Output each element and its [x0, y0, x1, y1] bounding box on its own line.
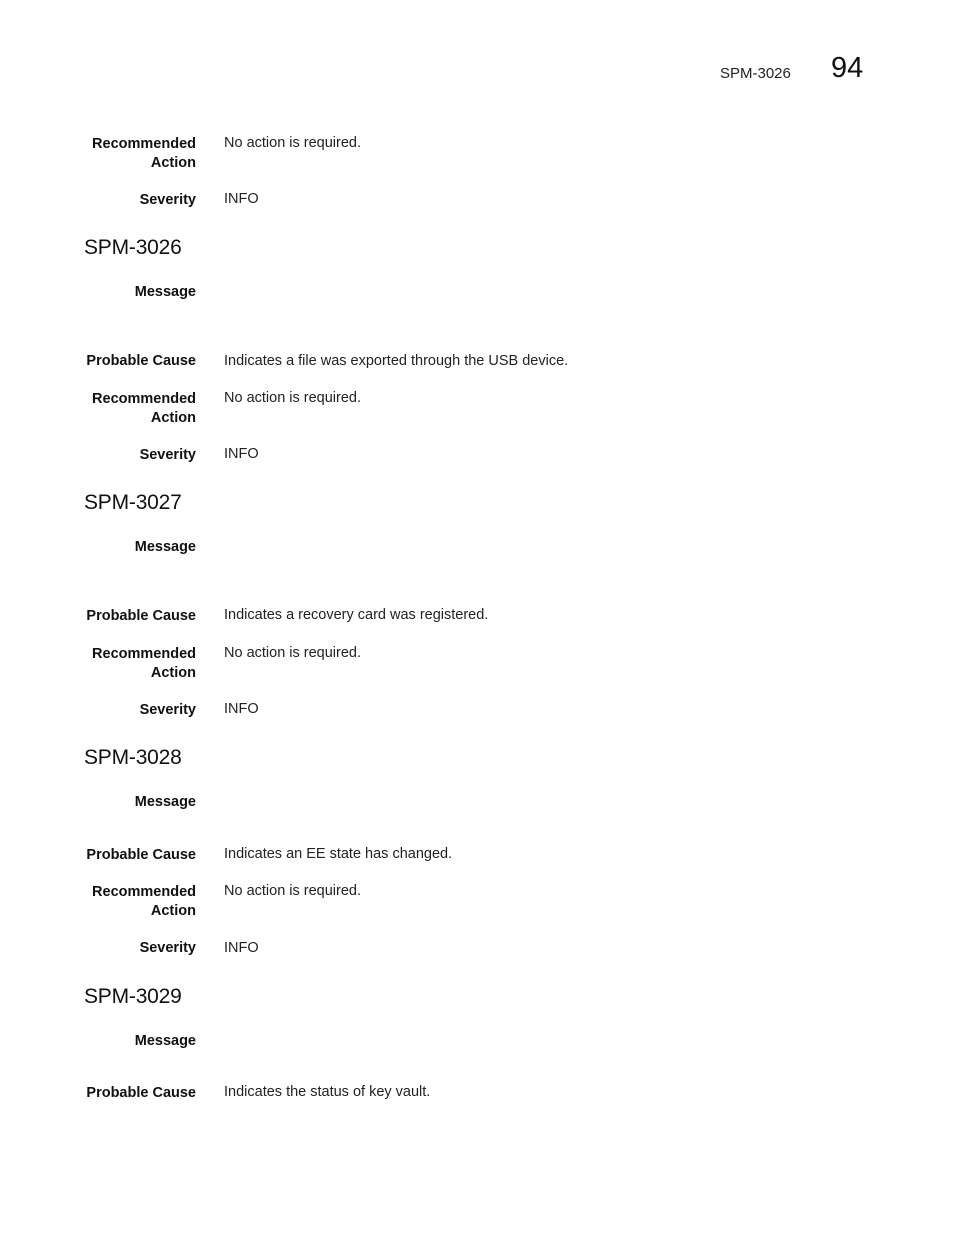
severity-value: INFO [224, 940, 259, 956]
entry-heading: SPM-3027 [84, 491, 182, 514]
probable-cause-label: Probable Cause [86, 608, 196, 624]
running-header-section: SPM-3026 [720, 65, 791, 82]
recommended-action-label: Recommended Action [92, 136, 196, 171]
recommended-action-value: No action is required. [224, 390, 362, 406]
probable-cause-value: Indicates an EE state has changed. [224, 846, 453, 862]
severity-label: Severity [139, 702, 196, 718]
severity-label: Severity [139, 940, 196, 956]
recommended-action-label: Recommended Action [92, 391, 196, 426]
entry-heading: SPM-3026 [84, 236, 182, 259]
severity-label: Severity [139, 192, 196, 208]
entry-heading: SPM-3028 [84, 746, 182, 769]
probable-cause-label: Probable Cause [86, 847, 196, 863]
severity-label: Severity [139, 447, 196, 463]
recommended-action-label: Recommended Action [92, 646, 196, 681]
recommended-action-value: No action is required. [224, 135, 362, 151]
severity-value: INFO [224, 191, 259, 207]
entry-heading: SPM-3029 [84, 985, 182, 1008]
recommended-action-value: No action is required. [224, 883, 362, 899]
probable-cause-label: Probable Cause [86, 353, 196, 369]
recommended-action-label: Recommended Action [92, 884, 196, 919]
recommended-action-value: No action is required. [224, 645, 362, 661]
probable-cause-value: Indicates a recovery card was registered. [224, 607, 489, 623]
probable-cause-label: Probable Cause [86, 1085, 196, 1101]
message-label: Message [134, 1033, 196, 1049]
message-label: Message [134, 794, 196, 810]
running-header-chapter-number: 94 [831, 52, 864, 84]
severity-value: INFO [224, 446, 259, 462]
message-label: Message [134, 539, 196, 555]
message-label: Message [134, 284, 196, 300]
probable-cause-value: Indicates a file was exported through the USB device. [224, 353, 569, 369]
severity-value: INFO [224, 701, 259, 717]
probable-cause-value: Indicates the status of key vault. [224, 1084, 431, 1100]
